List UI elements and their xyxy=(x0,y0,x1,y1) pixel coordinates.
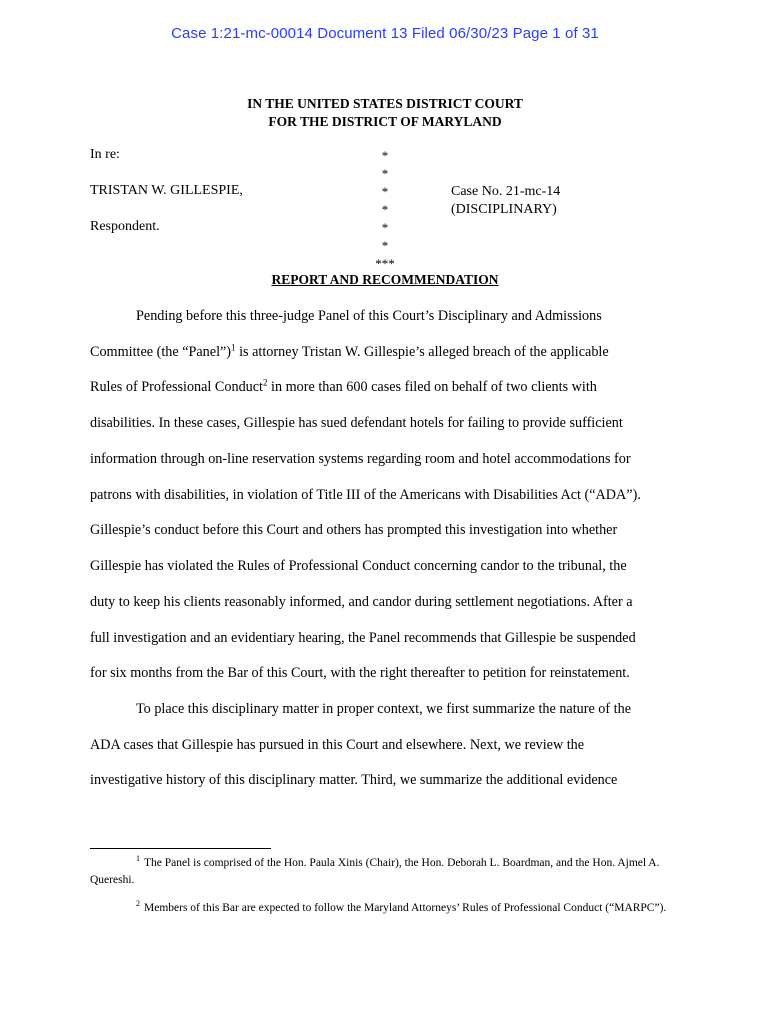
body-line: Gillespie has violated the Rules of Professional Conduct concerning candor to the tribunal, the xyxy=(90,558,627,574)
footnote-1: 1 The Panel is comprised of the Hon. Paula Xinis (Chair), the Hon. Deborah L. Boardman, and the Hon. Ajmel A. Quereshi. xyxy=(90,854,660,886)
body-line: information through on-line reservation systems regarding room and hotel accommodations for xyxy=(90,451,631,467)
case-type: (DISCIPLINARY) xyxy=(451,202,557,217)
body-line: disabilities. In these cases, Gillespie has sued defendant hotels for failing to provide sufficient xyxy=(90,415,623,431)
report-title: REPORT AND RECOMMENDATION xyxy=(271,272,499,287)
filing-header: Case 1:21-mc-00014 Document 13 Filed 06/30/23 Page 1 of 31 xyxy=(171,25,599,42)
caption-stars xyxy=(372,147,398,273)
caption-star: * xyxy=(381,166,389,181)
footnote-text: Members of this Bar are expected to follow the Maryland Attorneys’ Rules of Professional Conduct (“MARPC”). xyxy=(144,902,667,914)
body-line: full investigation and an evidentiary hearing, the Panel recommends that Gillespie be suspended xyxy=(90,630,636,646)
body-line: investigative history of this disciplinary matter. Third, we summarize the additional evidence xyxy=(90,772,618,788)
body-line: Pending before this three-judge Panel of this Court’s Disciplinary and Admissions xyxy=(136,308,602,324)
body-line: To place this disciplinary matter in proper context, we first summarize the nature of the xyxy=(136,701,632,717)
caption-star: * xyxy=(381,184,389,199)
body-line: patrons with disabilities, in violation of Title III of the Americans with Disabilities Act (“ADA”). xyxy=(90,487,641,503)
caption-star: * xyxy=(381,202,389,217)
body-text: Committee (the “Panel”) xyxy=(90,344,232,360)
court-heading-line-2: FOR THE DISTRICT OF MARYLAND xyxy=(268,114,502,129)
body-line: Gillespie’s conduct before this Court and others has prompted this investigation into whether xyxy=(90,522,618,538)
caption-star: * xyxy=(381,148,389,163)
footnote-ref[interactable]: 2 xyxy=(263,377,268,388)
footnote-divider xyxy=(90,848,271,849)
body-line xyxy=(90,379,597,396)
caption-in-re: In re: xyxy=(90,147,120,162)
body-line: duty to keep his clients reasonably informed, and candor during settlement negotiations. After a xyxy=(90,594,633,610)
footnote-text: The Panel is comprised of the Hon. Paula Xinis (Chair), the Hon. Deborah L. Boardman, and the Hon. Ajmel A. Quereshi. xyxy=(90,857,660,886)
caption-star: *** xyxy=(375,256,395,271)
body-text: Rules of Professional Conduct xyxy=(90,379,263,395)
caption-star: * xyxy=(381,238,389,253)
body-text: in more than 600 cases filed on behalf of two clients with xyxy=(267,379,597,395)
footnote-ref[interactable]: 1 xyxy=(231,342,236,353)
body-line: ADA cases that Gillespie has pursued in this Court and elsewhere. Next, we review the xyxy=(90,737,585,753)
caption-role: Respondent. xyxy=(90,219,160,234)
court-heading xyxy=(0,95,770,131)
body-line xyxy=(90,344,609,361)
case-number-block xyxy=(451,183,560,219)
caption-star: * xyxy=(381,220,389,235)
caption-party: TRISTAN W. GILLESPIE, xyxy=(90,183,243,198)
footnote-2: 2 Members of this Bar are expected to follow the Maryland Attorneys’ Rules of Professional Conduct (“MARPC”). xyxy=(136,899,667,914)
court-heading-line-1: IN THE UNITED STATES DISTRICT COURT xyxy=(247,96,523,111)
body-line: for six months from the Bar of this Court, with the right thereafter to petition for reinstatement. xyxy=(90,665,630,681)
body-text: is attorney Tristan W. Gillespie’s alleged breach of the applicable xyxy=(235,344,609,360)
case-number: Case No. 21-mc-14 xyxy=(451,184,561,199)
